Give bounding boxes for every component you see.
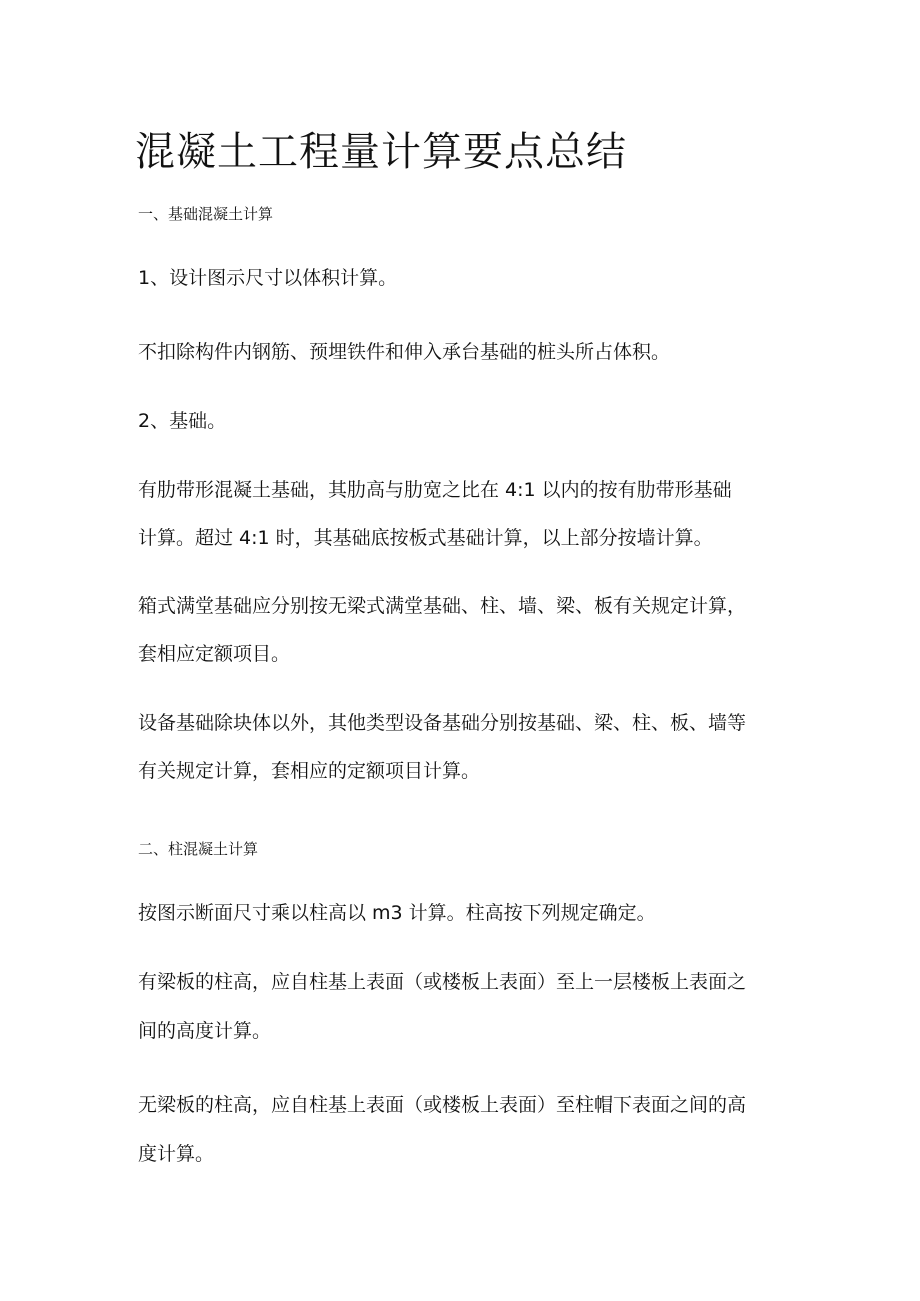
item-heading-volume: 1、设计图示尺寸以体积计算。 bbox=[138, 267, 398, 289]
paragraph-column-intro: 按图示断面尺寸乘以柱高以 m3 计算。柱高按下列规定确定。 bbox=[138, 902, 656, 924]
page-title: 混凝土工程量计算要点总结 bbox=[135, 129, 627, 175]
paragraph-flat-slab-line-2: 度计算。 bbox=[138, 1143, 215, 1165]
paragraph-box-raft-line-2: 套相应定额项目。 bbox=[138, 643, 291, 665]
section-heading-column: 二、柱混凝土计算 bbox=[138, 840, 259, 858]
paragraph-rib-strip-line-1: 有肋带形混凝土基础，其肋高与肋宽之比在 4:1 以内的按有肋带形基础 bbox=[138, 479, 732, 501]
paragraph-no-deduction: 不扣除构件内钢筋、预埋铁件和伸入承台基础的桩头所占体积。 bbox=[138, 341, 671, 363]
paragraph-flat-slab-line-1: 无梁板的柱高，应自柱基上表面（或楼板上表面）至柱帽下表面之间的高 bbox=[138, 1094, 747, 1116]
paragraph-equipment-line-1: 设备基础除块体以外，其他类型设备基础分别按基础、梁、柱、板、墙等 bbox=[138, 712, 747, 734]
paragraph-rib-strip-line-2: 计算。超过 4:1 时，其基础底按板式基础计算，以上部分按墙计算。 bbox=[138, 527, 713, 549]
paragraph-equipment-line-2: 有关规定计算，套相应的定额项目计算。 bbox=[138, 760, 481, 782]
paragraph-beam-slab-line-2: 间的高度计算。 bbox=[138, 1020, 272, 1042]
paragraph-beam-slab-line-1: 有梁板的柱高，应自柱基上表面（或楼板上表面）至上一层楼板上表面之 bbox=[138, 971, 747, 993]
section-heading-foundation: 一、基础混凝土计算 bbox=[138, 205, 274, 223]
paragraph-box-raft-line-1: 箱式满堂基础应分别按无梁式满堂基础、柱、墙、梁、板有关规定计算， bbox=[138, 595, 747, 617]
item-heading-foundation: 2、基础。 bbox=[138, 410, 227, 432]
